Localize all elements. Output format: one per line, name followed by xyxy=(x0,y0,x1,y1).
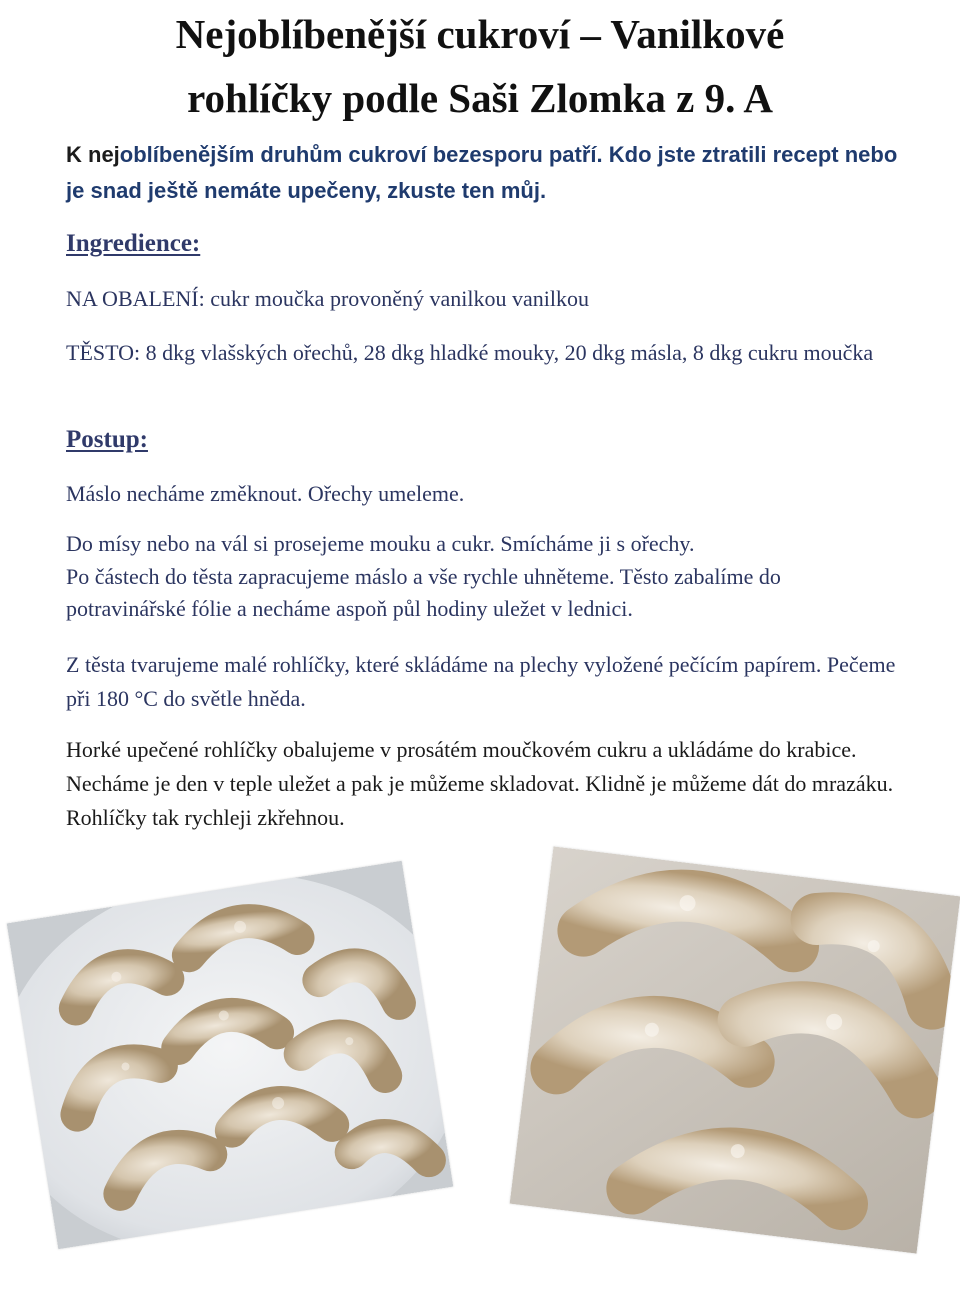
dough-line: TĚSTO: 8 dkg vlašských ořechů, 28 dkg hladké mouky, 20 dkg másla, 8 dkg cukru moučka xyxy=(66,340,874,365)
ingredients-heading: Ingredience: xyxy=(66,230,201,257)
procedure-step-2a: Do mísy nebo na vál si prosejeme mouku a cukr. Smícháme ji s ořechy. xyxy=(66,531,695,556)
intro-part-2: oblíbenějším druhům cukroví bezesporu patří. Kdo jste ztratili recept nebo je snad ještě nemáte upečeny, zkuste ten můj. xyxy=(66,142,898,203)
title-line-2: rohlíčky podle Saši Zlomka z 9. A xyxy=(187,75,773,121)
procedure-step-3: Z těsta tvarujeme malé rohlíčky, které skládáme na plechy vyložené pečícím papírem. Pečeme při 180 °C do světle hněda. xyxy=(66,652,896,711)
cookies-plate-image xyxy=(7,861,454,1250)
procedure-step-2b: Po částech do těsta zapracujeme máslo a vše rychle uhněteme. Těsto zabalíme do potravinářské fólie a necháme aspoň půl hodiny uležet v lednici. xyxy=(66,564,781,621)
title-line-1: Nejoblíbenější cukroví – Vanilkové xyxy=(175,11,785,57)
coating-line: NA OBALENÍ: cukr moučka provoněný vanilkou vanilkou xyxy=(66,286,590,311)
cookies-plate-photo xyxy=(7,861,454,1250)
intro-paragraph xyxy=(66,137,916,209)
cookies-closeup-photo xyxy=(510,846,960,1253)
page-title xyxy=(0,2,960,130)
intro-part-1: K nej xyxy=(66,142,120,167)
procedure-step-1: Máslo necháme změknout. Ořechy umeleme. xyxy=(66,481,465,506)
procedure-step-4: Horké upečené rohlíčky obalujeme v prosátém moučkovém cukru a ukládáme do krabice. Necháme je den v teple uležet a pak je můžeme skladovat. Klidně je můžeme dát do mrazáku. Rohlíčky tak rychleji zkřehnou. xyxy=(66,737,894,830)
procedure-heading: Postup: xyxy=(66,426,148,453)
cookies-closeup-image xyxy=(510,846,960,1253)
